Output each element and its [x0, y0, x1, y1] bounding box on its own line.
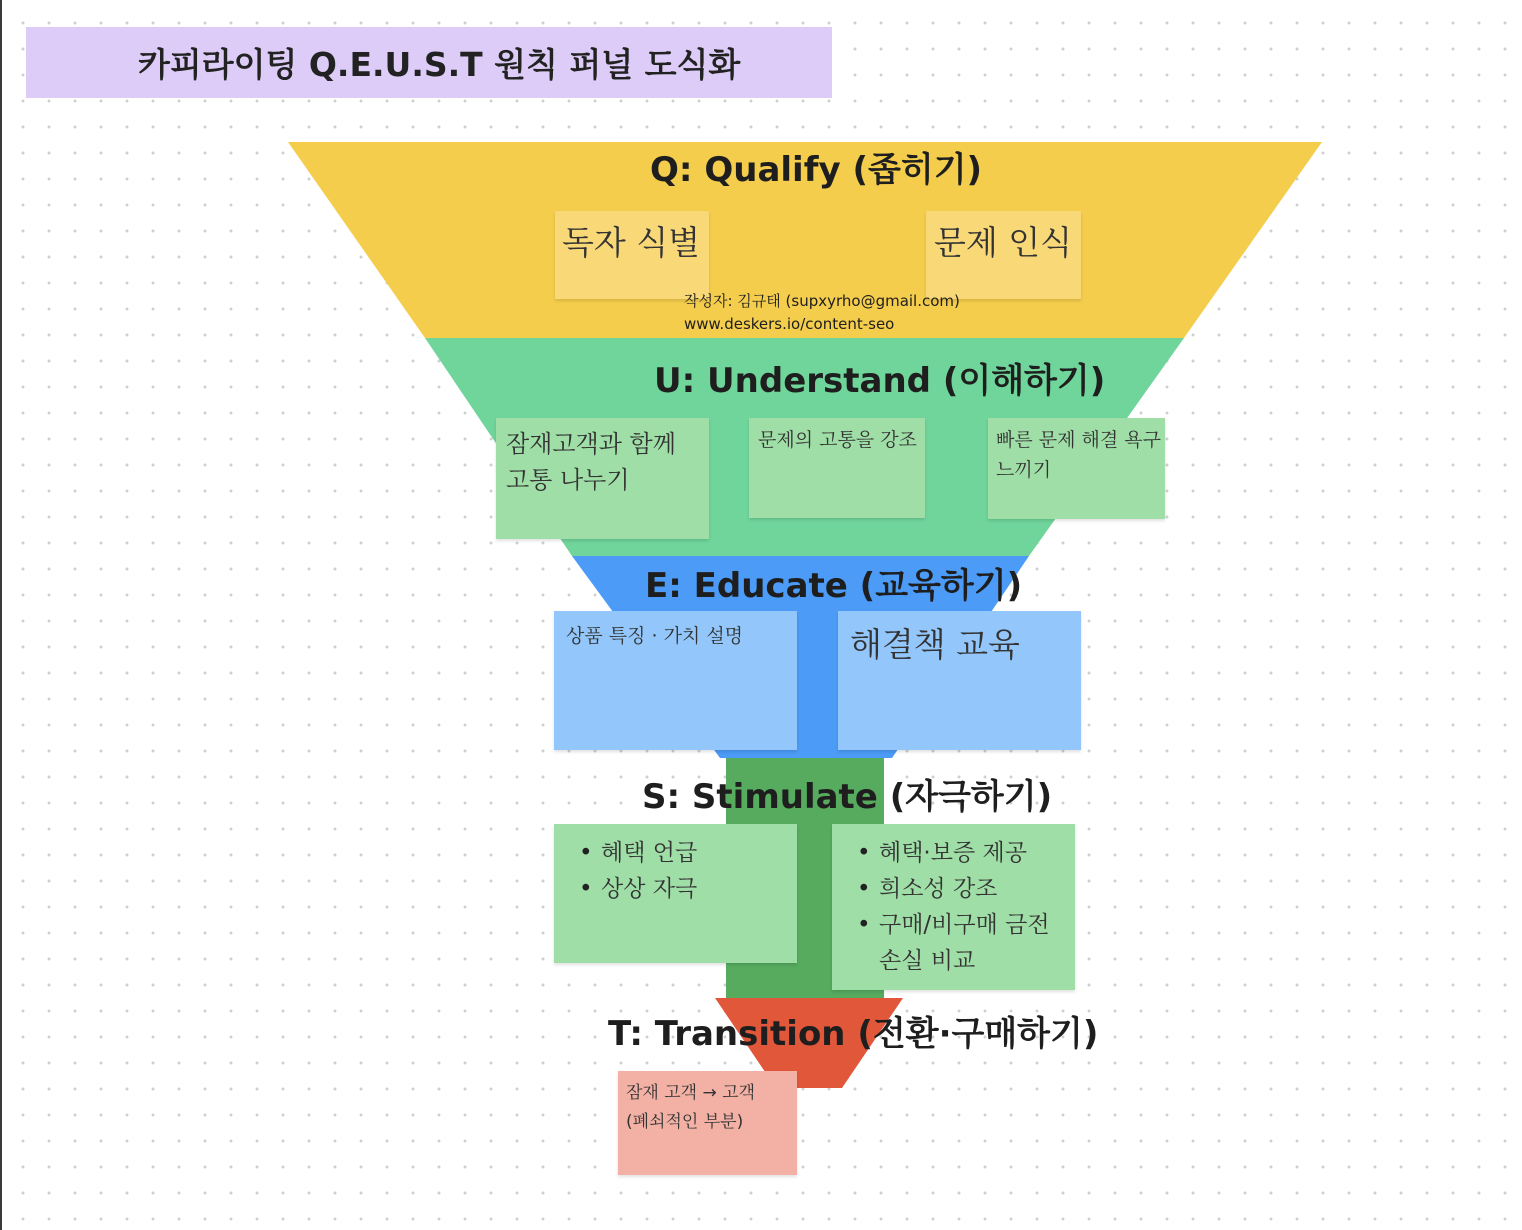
note-stimulate-right[interactable] [832, 824, 1075, 990]
stage-title-transition: T: Transition (전환·구매하기) [608, 1014, 1099, 1054]
stage-title-understand: U: Understand (이해하기) [654, 361, 1106, 401]
stimulate-left-list [579, 835, 797, 907]
author-info [684, 290, 960, 336]
note-solution-education-text: 해결책 교육 [850, 625, 1020, 664]
stage-title-educate: E: Educate (교육하기) [645, 566, 1023, 606]
list-item: • 상상 자극 [601, 871, 797, 907]
note-solution-education[interactable] [838, 611, 1081, 750]
note-share-pain-line2: 고통 나누기 [506, 466, 630, 494]
note-emphasize-pain-text: 문제의 고통을 강조 [758, 429, 917, 451]
note-conversion-line1: 잠재 고객 → 고객 [626, 1083, 755, 1103]
note-conversion-line2: (폐쇠적인 부분) [626, 1112, 744, 1132]
note-problem-recognize-text: 문제 인식 [934, 223, 1073, 262]
note-share-pain[interactable] [496, 418, 709, 539]
stage-title-stimulate: S: Stimulate (자극하기) [642, 777, 1053, 817]
author-url[interactable]: www.deskers.io/content-seo [684, 315, 895, 333]
list-item: • 혜택 언급 [601, 835, 797, 871]
list-item: • 혜택·보증 제공 [879, 835, 1075, 871]
note-quick-solve-line2: 느끼기 [996, 459, 1052, 481]
note-stimulate-left[interactable] [554, 824, 797, 963]
stimulate-right-list [857, 835, 1075, 979]
note-product-value[interactable] [554, 611, 797, 750]
stage-title-qualify: Q: Qualify (좁히기) [650, 150, 983, 190]
note-reader-identify[interactable] [555, 211, 709, 299]
note-quick-solve-line1: 빠른 문제 해결 욕구 [996, 429, 1161, 451]
note-problem-recognize[interactable] [926, 211, 1081, 299]
note-share-pain-line1: 잠재고객과 함께 [506, 430, 676, 458]
diagram-title-text: 카피라이팅 Q.E.U.S.T 원칙 퍼널 도식화 [138, 45, 741, 84]
note-conversion[interactable] [618, 1071, 797, 1175]
author-name: 작성자: 김규태 (supxyrho@gmail.com) [684, 292, 960, 310]
note-product-value-text: 상품 특징 · 가치 설명 [566, 625, 744, 647]
list-item: • 희소성 강조 [879, 871, 1075, 907]
note-quick-solve-desire[interactable] [988, 418, 1165, 519]
note-emphasize-pain[interactable] [749, 418, 925, 518]
list-item: • 구매/비구매 금전 손실 비교 [879, 907, 1051, 979]
note-reader-identify-text: 독자 식별 [562, 223, 701, 262]
